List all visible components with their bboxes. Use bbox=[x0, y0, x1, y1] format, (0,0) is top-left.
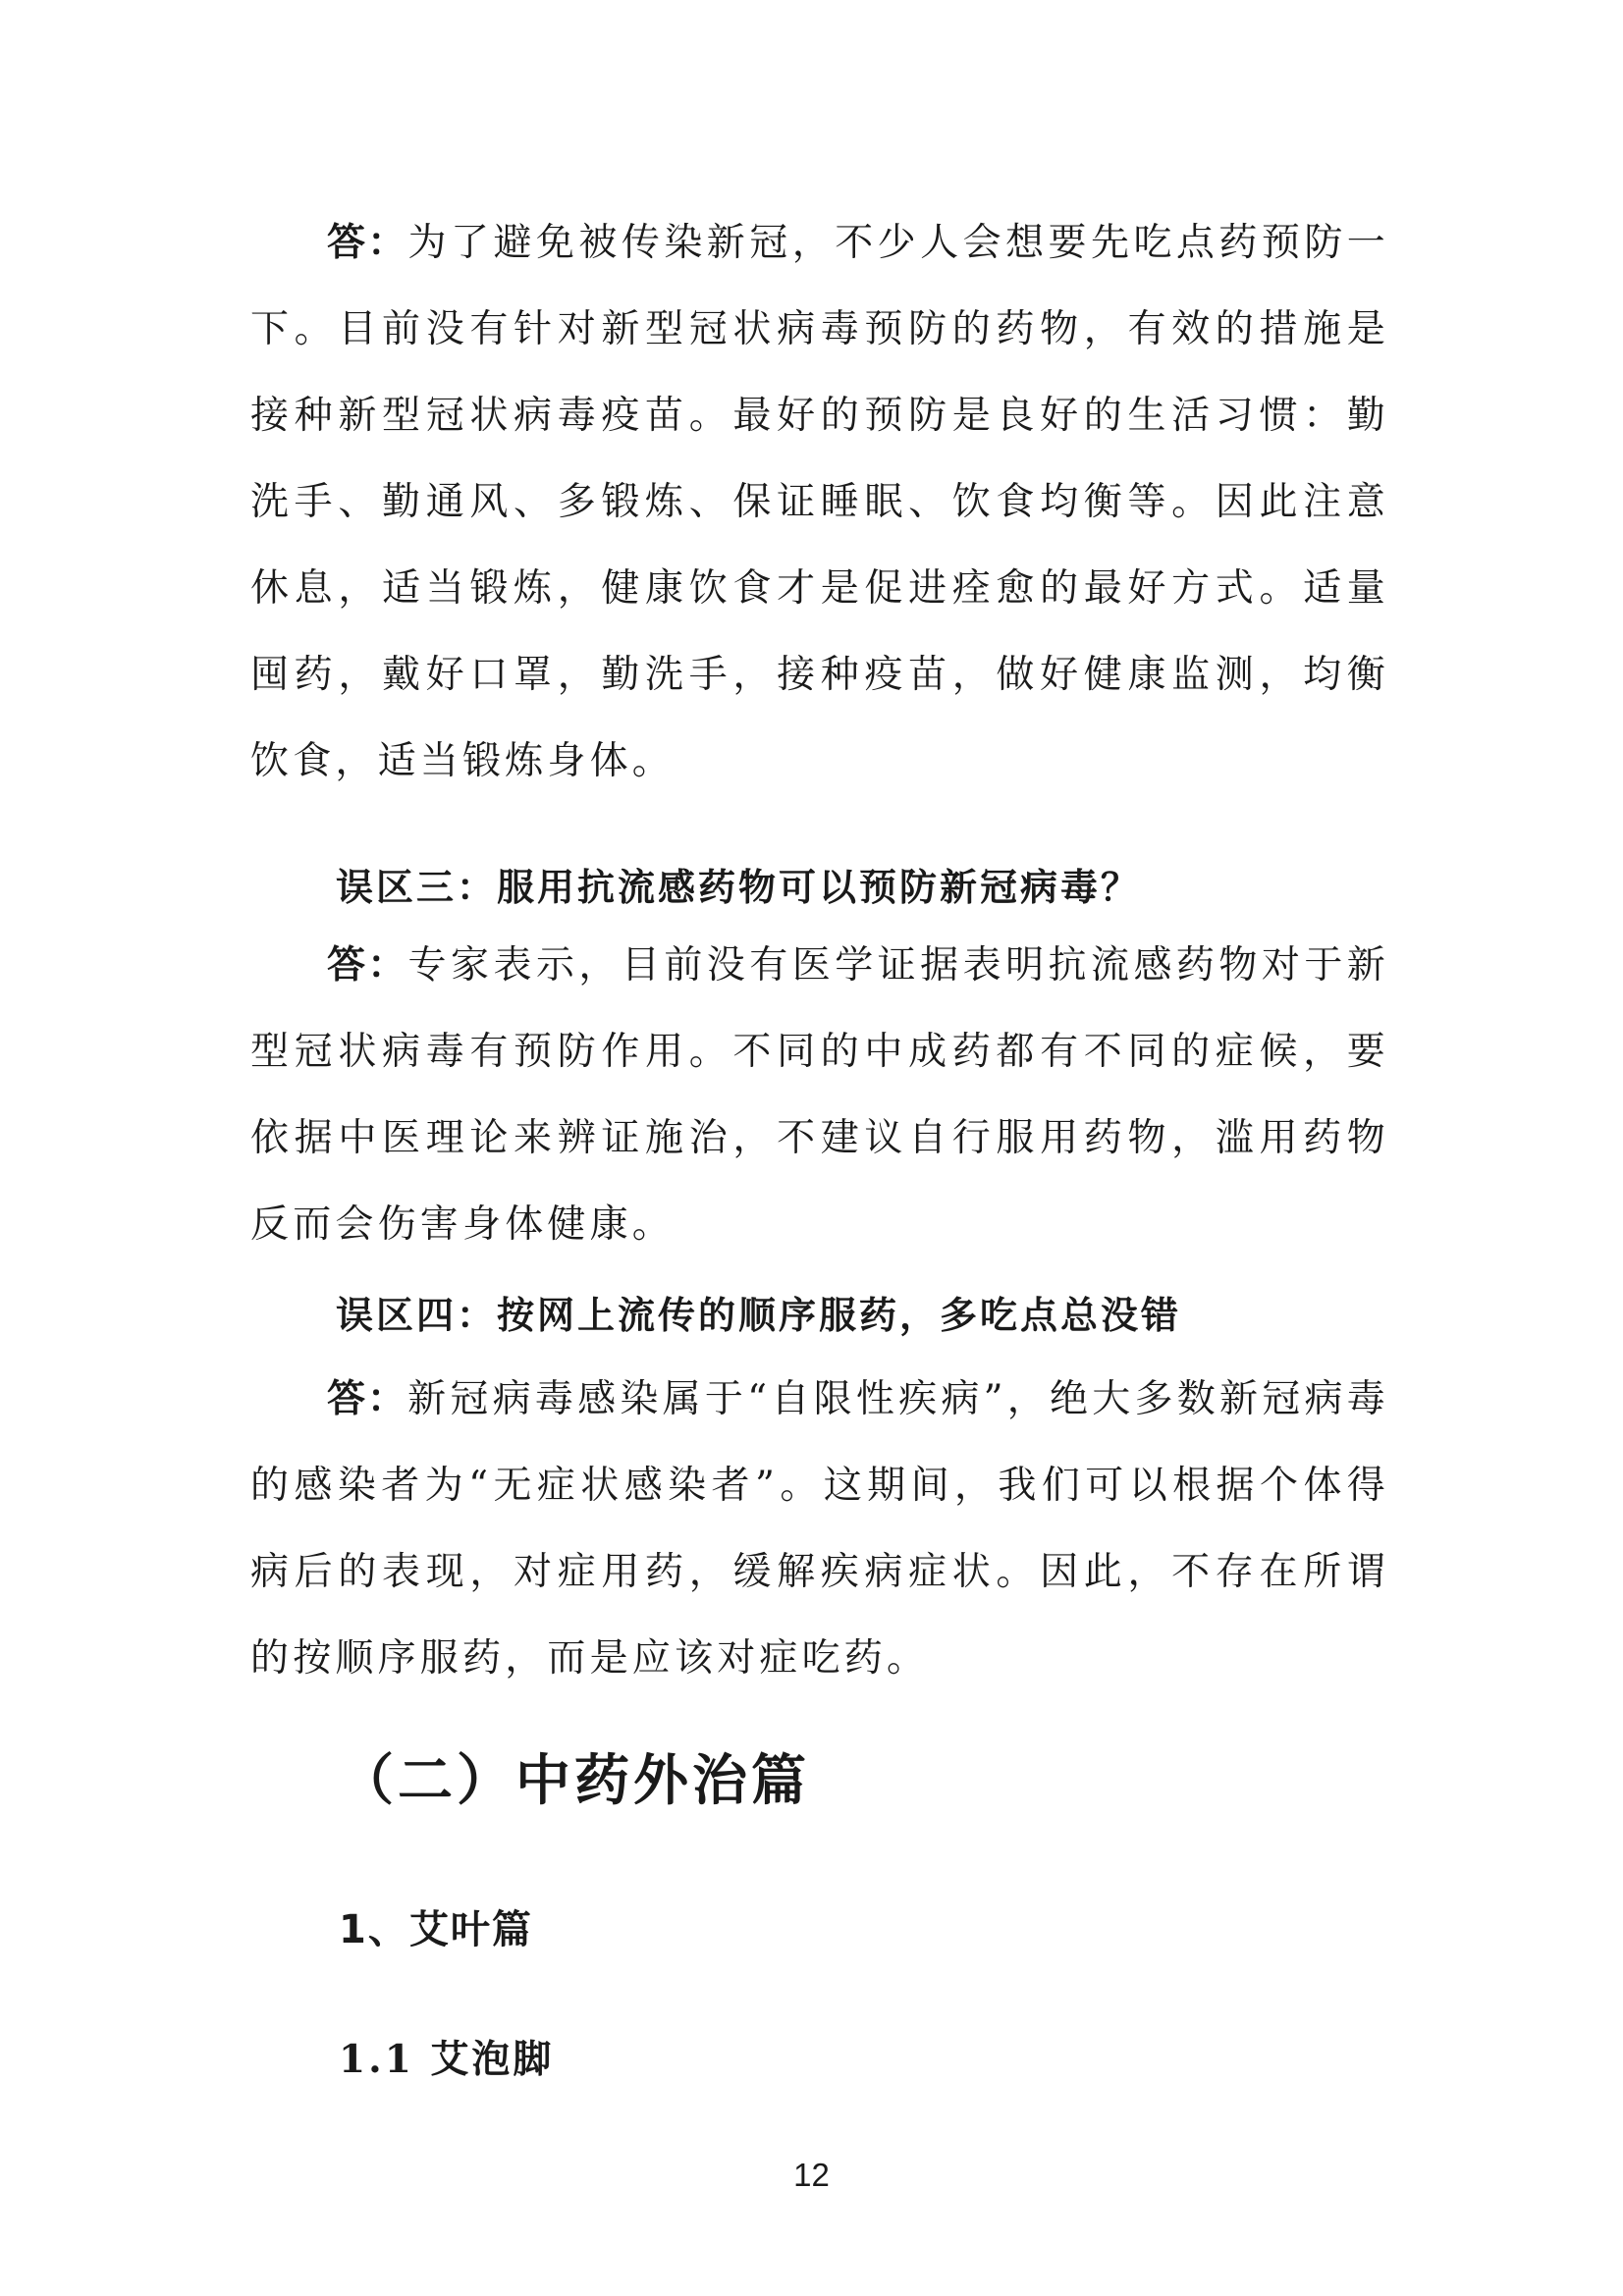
subsubsection-title: 1.1 艾泡脚 bbox=[339, 2037, 555, 2082]
answer-text: 新冠病毒感染属于“自限性疾病”，绝大多数新冠病毒的感染者为“无症状感染者”。这期间，我们可以根据个体得病后的表现，对症用药，缓解疾病症状。因此，不存在所谓的按顺序服药，而是应该对症吃药。 bbox=[250, 1377, 1389, 1681]
answer-label: 答： bbox=[327, 1377, 408, 1421]
page-number: 12 bbox=[793, 2157, 830, 2193]
myth-heading: 误区三：服用抗流感药物可以预防新冠病毒？ bbox=[336, 866, 1142, 909]
myth-heading: 误区四：按网上流传的顺序服药，多吃点总没错 bbox=[336, 1294, 1182, 1337]
section-title: （二）中药外治篇 bbox=[339, 1749, 810, 1813]
subsection-title: 1、艾叶篇 bbox=[339, 1907, 533, 1952]
answer-paragraph bbox=[250, 1357, 1389, 1702]
answer-paragraph bbox=[250, 200, 1389, 805]
answer-label: 答： bbox=[327, 943, 408, 988]
answer-text: 为了避免被传染新冠，不少人会想要先吃点药预防一下。目前没有针对新型冠状病毒预防的药物，有效的措施是接种新型冠状病毒疫苗。最好的预防是良好的生活习惯：勤洗手、勤通风、多锻炼、保证睡眠、饮食均衡等。因此注意休息，适当锻炼，健康饮食才是促进痊愈的最好方式。适量囤药，戴好口罩，勤洗手，接种疫苗，做好健康监测，均衡饮食，适当锻炼身体。 bbox=[250, 221, 1389, 783]
answer-label: 答： bbox=[327, 221, 408, 265]
answer-paragraph bbox=[250, 923, 1389, 1268]
answer-text: 专家表示，目前没有医学证据表明抗流感药物对于新型冠状病毒有预防作用。不同的中成药都有不同的症候，要依据中医理论来辨证施治，不建议自行服用药物，滥用药物反而会伤害身体健康。 bbox=[250, 943, 1389, 1247]
